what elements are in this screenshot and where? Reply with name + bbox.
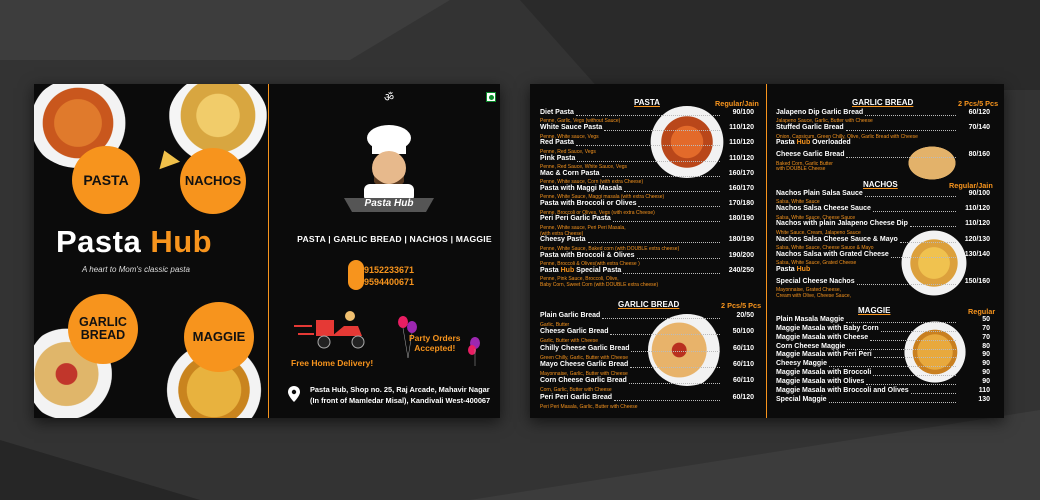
nachos-item-name: Nachos Salsa with Grated Cheese bbox=[776, 250, 889, 258]
party-orders-text bbox=[409, 333, 461, 353]
maggie-circle bbox=[184, 302, 254, 372]
item-name-hub: Hub bbox=[796, 139, 811, 147]
nachos-circle bbox=[180, 148, 246, 214]
phone-icon bbox=[348, 260, 364, 290]
garlic_right-title: GARLIC BREAD bbox=[852, 98, 914, 107]
phone-number-1[interactable]: 9152233671 bbox=[364, 265, 415, 275]
garlic_left-item-desc: Corn, Garlic, Butter with Cheese bbox=[540, 387, 612, 394]
maggie-item-price: 90 bbox=[982, 360, 990, 368]
pasta-item-price: 160/170 bbox=[728, 185, 754, 192]
nachos-item-name: Nachos Salsa Cheese Sauce bbox=[776, 205, 871, 213]
price-leader bbox=[865, 115, 956, 116]
logo-text: Pasta Hub bbox=[364, 198, 414, 209]
price-leader bbox=[857, 284, 956, 285]
pasta-item-desc: Penne, White sauce, Corn (with extra Cheese) bbox=[540, 179, 644, 186]
item-name-part: Pasta bbox=[776, 139, 797, 147]
garlic_right-item-desc: Jalapeno Sauce, Garlic, Butter with Cheese bbox=[776, 118, 873, 125]
item-name-part: Pasta bbox=[540, 266, 561, 274]
item-name-part: Overloaded bbox=[810, 139, 851, 147]
pasta-item-name bbox=[540, 267, 621, 274]
pasta-item-name: Red Pasta bbox=[540, 139, 574, 147]
pasta-item-name: Pasta with Maggi Masala bbox=[540, 185, 623, 192]
pasta-item-desc: Penne, Pink Sauce, Broccoli, Olive, bbox=[540, 276, 619, 283]
nachos-title: NACHOS bbox=[863, 180, 898, 189]
pasta-item-desc: Penne, Red Sauce, White Sauce, Vegs bbox=[540, 164, 627, 171]
price-leader bbox=[588, 242, 720, 243]
maggie-item-name: Maggie Masala with Broccoli bbox=[776, 369, 872, 377]
nacho-chip-image bbox=[154, 147, 180, 170]
item-name-hub: Hub bbox=[560, 266, 575, 274]
garlic_left-item-desc: Garlic, Butter with Cheese bbox=[540, 338, 599, 345]
pasta-item-desc: Penne, Broccoli or Olives, Vegs (with extra Cheese) bbox=[540, 209, 655, 216]
price-leader bbox=[874, 357, 956, 358]
pasta-item-name: Pink Pasta bbox=[540, 154, 576, 162]
garlic_right-item-desc: Onion, Capsicum, Green Chilly, Olive, Garlic Bread with Cheese bbox=[776, 133, 918, 140]
pasta-item-desc: Penne, White Sauce, Maggi masala (with extra Cheese) bbox=[540, 194, 665, 201]
nachos-item-price: 90/100 bbox=[968, 190, 990, 197]
price-leader bbox=[829, 402, 956, 403]
garlic_right-item-name: Stuffed Garlic Bread bbox=[776, 124, 844, 132]
pasta-item-price: 180/190 bbox=[728, 215, 754, 223]
pasta-item-price: 170/180 bbox=[728, 200, 754, 208]
maggie-item-price: 90 bbox=[982, 351, 990, 359]
pasta-item-desc: Penne, Red Sauce, Vegs bbox=[540, 148, 596, 155]
pasta-item-desc: Penne, Broccoli & Olives(with extra Cheese ) bbox=[540, 261, 640, 267]
maggie-item-name: Maggie Masala with Peri Peri bbox=[776, 351, 872, 359]
item-name-part: Special Pasta bbox=[574, 266, 622, 274]
phone-numbers bbox=[364, 264, 414, 288]
pasta-item-price: 110/120 bbox=[729, 139, 754, 147]
nachos-item-price: 110/120 bbox=[965, 220, 990, 228]
price-leader bbox=[910, 226, 956, 227]
veg-mark-icon bbox=[486, 92, 496, 102]
balloons-icon-right bbox=[466, 336, 484, 366]
brand-title bbox=[56, 224, 212, 260]
nachos-item-desc: Salsa, White Sauce, Cheese Sauce & Mayo bbox=[776, 245, 874, 252]
pasta-item-desc: Penne, White sauce, Peri Peri Masala, bbox=[540, 224, 626, 231]
om-symbol: ॐ bbox=[384, 91, 395, 104]
price-leader bbox=[630, 367, 720, 368]
price-leader bbox=[829, 366, 956, 367]
maggie-item-name: Cheesy Maggie bbox=[776, 360, 827, 368]
price-leader bbox=[577, 161, 720, 162]
garlic_right-price-header: 2 Pcs/5 Pcs bbox=[958, 99, 999, 108]
maggie-circle-label: MAGGIE bbox=[192, 329, 246, 345]
maggie-item-price: 130 bbox=[978, 395, 990, 403]
nachos-circle-label: NACHOS bbox=[184, 173, 242, 189]
pasta-item-price: 110/120 bbox=[729, 154, 754, 162]
pasta-item-desc2: (with extra Cheese) bbox=[540, 230, 584, 237]
maggie-item-price: 80 bbox=[982, 342, 990, 350]
garlic_right-item-name bbox=[776, 139, 851, 146]
price-leader bbox=[604, 130, 720, 131]
nachos-price-header: Regular/Jain bbox=[949, 181, 993, 190]
price-leader bbox=[881, 331, 956, 332]
party-orders-line2: Accepted! bbox=[414, 343, 456, 353]
pasta-item-price: 190/200 bbox=[728, 251, 754, 259]
maggie-item-name: Special Maggie bbox=[776, 395, 827, 403]
pasta-item-price: 160/170 bbox=[728, 169, 754, 177]
garlic_right-item-name-line2: Cheese Garlic Bread bbox=[776, 151, 845, 159]
pasta-item-price: 90/100 bbox=[732, 109, 754, 116]
pasta-item-name: Mac & Corn Pasta bbox=[540, 169, 600, 177]
item-name-part: Pasta bbox=[776, 266, 797, 273]
pasta-item-name: Peri Peri Garlic Pasta bbox=[540, 215, 611, 223]
garlic-bread-circle bbox=[68, 294, 138, 364]
brand-name-part1: Pasta bbox=[56, 224, 142, 259]
address-line1: Pasta Hub, Shop no. 25, Raj Arcade, Mahavir Nagar bbox=[310, 385, 490, 394]
price-leader bbox=[891, 257, 956, 258]
maggie-item-name: Maggie Masala with Baby Corn bbox=[776, 324, 879, 332]
pasta-dish-image bbox=[648, 106, 726, 178]
nachos-item-price: 120/130 bbox=[964, 235, 990, 243]
phone-number-2[interactable]: 9594400671 bbox=[364, 277, 415, 287]
party-orders-line1: Party Orders bbox=[409, 333, 461, 343]
maggie-item-price: 70 bbox=[982, 333, 990, 341]
maggie-item-name: Maggie Masala with Broccoli and Olives bbox=[776, 386, 909, 394]
nachos-item-name-line2: Special Cheese Nachos bbox=[776, 277, 855, 285]
garlic_left-price-header: 2 Pcs/5 Pcs bbox=[721, 301, 762, 310]
pasta-item-price: 240/250 bbox=[728, 266, 754, 274]
garlic_left-item-price: 20/50 bbox=[736, 312, 754, 319]
price-leader bbox=[846, 157, 956, 158]
maggie-item-price: 50 bbox=[982, 316, 990, 323]
maggie-price-header: Regular bbox=[968, 307, 996, 316]
garlic_left-item-name: Chilly Cheese Garlic Bread bbox=[540, 344, 630, 352]
price-leader bbox=[629, 383, 720, 384]
garlic_right-item-price: 60/120 bbox=[968, 109, 990, 116]
nachos-item-desc: Salsa, White Sauce bbox=[776, 199, 820, 206]
maggie-item-price: 70 bbox=[982, 324, 990, 332]
pasta-item-desc: Penne, White Sauce, Baked corn (with DOUBLE extra cheese) bbox=[540, 245, 680, 252]
maggie-item-name: Plain Masala Maggie bbox=[776, 316, 845, 323]
maggie-item-price: 90 bbox=[982, 378, 990, 386]
price-leader bbox=[638, 206, 720, 207]
garlic_left-item-desc: Garlic, Butter bbox=[540, 322, 570, 329]
pasta-item-name: White Sauce Pasta bbox=[540, 124, 603, 132]
maggie-title: MAGGIE bbox=[858, 306, 891, 315]
nachos-item-price: 130/140 bbox=[964, 250, 990, 258]
price-leader bbox=[623, 273, 720, 274]
menu-brochure bbox=[530, 84, 1004, 418]
nachos-item-name: Nachos Plain Salsa Sauce bbox=[776, 190, 863, 197]
garlic_left-item-price: 60/110 bbox=[732, 360, 754, 368]
price-leader bbox=[873, 211, 956, 212]
garlic_left-item-name: Mayo Cheese Garlic Bread bbox=[540, 360, 629, 368]
price-leader bbox=[631, 351, 720, 352]
price-leader bbox=[637, 258, 720, 259]
garlic_left-title: GARLIC BREAD bbox=[618, 300, 680, 309]
pasta-item-name: Pasta with Broccoli & Olives bbox=[540, 251, 635, 259]
garlic-bread-circle-label: GARLIC BREAD bbox=[79, 314, 127, 342]
nachos-item-price: 150/160 bbox=[964, 277, 990, 285]
garlic_left-item-name: Cheese Garlic Bread bbox=[540, 328, 609, 336]
front-brochure bbox=[34, 84, 500, 418]
nachos-item-desc: Mayonnaise, Grated Cheese, bbox=[776, 287, 842, 294]
nachos-item-desc2: Cream with Olive, Cheese Sauce, bbox=[776, 293, 852, 300]
garlic_left-item-price: 50/100 bbox=[732, 328, 754, 336]
pasta-title: PASTA bbox=[634, 98, 660, 107]
location-pin-icon bbox=[288, 386, 300, 402]
garlic_right-item-desc: Baked Corn, Garlic Butter bbox=[776, 160, 833, 167]
brand-name-part2: Hub bbox=[150, 224, 213, 259]
menu-divider bbox=[766, 84, 767, 418]
price-leader bbox=[602, 318, 720, 319]
price-leader bbox=[602, 176, 720, 177]
garlic_left-item-price: 60/110 bbox=[732, 344, 754, 352]
garlic_left-item-price: 60/110 bbox=[732, 377, 754, 385]
nachos-item-desc: Salsa, White Sauce, Grated Cheese bbox=[776, 260, 857, 267]
address-line2: (In front of Mamledar Misal), Kandivali West-400067 bbox=[310, 396, 491, 405]
garlic_left-item-desc: Green Chilly, Garlic, Butter with Cheese bbox=[540, 354, 628, 361]
pasta-item-price: 110/120 bbox=[729, 124, 754, 132]
price-leader bbox=[870, 340, 956, 341]
garlic_left-item-price: 60/120 bbox=[732, 393, 754, 401]
garlic_left-item-name: Peri Peri Garlic Bread bbox=[540, 393, 612, 401]
garlic_right-item-desc2: with DOUBLE Cheese bbox=[776, 166, 826, 173]
price-leader bbox=[576, 145, 720, 146]
maggie-item-name: Maggie Masala with Cheese bbox=[776, 333, 869, 341]
price-leader bbox=[614, 400, 720, 401]
price-leader bbox=[866, 384, 956, 385]
pasta-item-desc2: Baby Corn, Sweet Corn (with DOUBLE extra cheese) bbox=[540, 281, 659, 288]
garlic_left-item-desc: Mayonnaise, Garlic, Butter with Cheese bbox=[540, 371, 628, 377]
pasta-item-name: Diet Pasta bbox=[540, 109, 574, 116]
pasta-item-name: Cheesy Pasta bbox=[540, 236, 586, 244]
price-leader bbox=[846, 322, 956, 323]
pasta-item-price: 180/190 bbox=[728, 236, 754, 244]
price-leader bbox=[846, 130, 956, 131]
nachos-item-name: Nachos with plain Jalapeno Cheese Dip bbox=[776, 220, 908, 228]
garlic_left-item-desc: Peri Peri Masala, Garlic, Butter with Cheese bbox=[540, 403, 638, 410]
nachos-item-price: 110/120 bbox=[965, 205, 990, 213]
price-leader bbox=[873, 375, 956, 376]
delivery-scooter-icon bbox=[292, 306, 372, 354]
garlic_left-item-name: Plain Garlic Bread bbox=[540, 312, 601, 319]
price-leader bbox=[847, 349, 956, 350]
pasta-item-desc: Penne, Garlic, Vegs (without Sauce) bbox=[540, 118, 621, 125]
garlic-bread-dish-image bbox=[648, 314, 726, 386]
pasta-circle bbox=[72, 146, 140, 214]
maggie-item-price: 90 bbox=[982, 369, 990, 377]
maggie-item-price: 110 bbox=[978, 386, 990, 394]
garlic_left-item-name: Corn Cheese Garlic Bread bbox=[540, 377, 627, 385]
price-leader bbox=[610, 334, 720, 335]
garlic_right-item-price: 80/160 bbox=[968, 151, 990, 159]
price-leader bbox=[865, 196, 956, 197]
price-leader bbox=[613, 221, 720, 222]
item-name-hub: Hub bbox=[796, 266, 811, 273]
nachos-item-name: Nachos Salsa Cheese Sauce & Mayo bbox=[776, 235, 898, 243]
price-leader bbox=[911, 393, 956, 394]
pasta-item-name: Pasta with Broccoli or Olives bbox=[540, 200, 637, 208]
categories-line: PASTA | GARLIC BREAD | NACHOS | MAGGIE bbox=[297, 234, 492, 244]
brand-tagline: A heart to Mom's classic pasta bbox=[82, 265, 190, 274]
pasta-price-header: Regular/Jain bbox=[715, 99, 759, 108]
stuffed-bread-image bbox=[902, 142, 962, 184]
free-delivery-text: Free Home Delivery! bbox=[291, 358, 374, 368]
nachos-item-desc: White Sauce, Cream, Jalapeno Sauce bbox=[776, 229, 861, 236]
pasta-circle-label: PASTA bbox=[83, 171, 129, 188]
maggie-item-name: Corn Cheese Maggie bbox=[776, 342, 846, 350]
garlic_right-item-name: Jalapeno Dip Garlic Bread bbox=[776, 109, 864, 116]
address bbox=[310, 384, 490, 406]
nachos-item-desc: Salsa, White Sauce, Cheese Sauce bbox=[776, 214, 856, 221]
price-leader bbox=[624, 191, 720, 192]
pasta-item-desc: Penne, White sauce, Vegs bbox=[540, 133, 599, 140]
garlic_right-item-price: 70/140 bbox=[968, 124, 990, 132]
chef-logo bbox=[334, 120, 444, 220]
nachos-item-name bbox=[776, 266, 810, 273]
price-leader bbox=[900, 242, 956, 243]
maggie-item-name: Maggie Masala with Olives bbox=[776, 378, 865, 386]
price-leader bbox=[576, 115, 720, 116]
front-divider bbox=[268, 84, 269, 418]
